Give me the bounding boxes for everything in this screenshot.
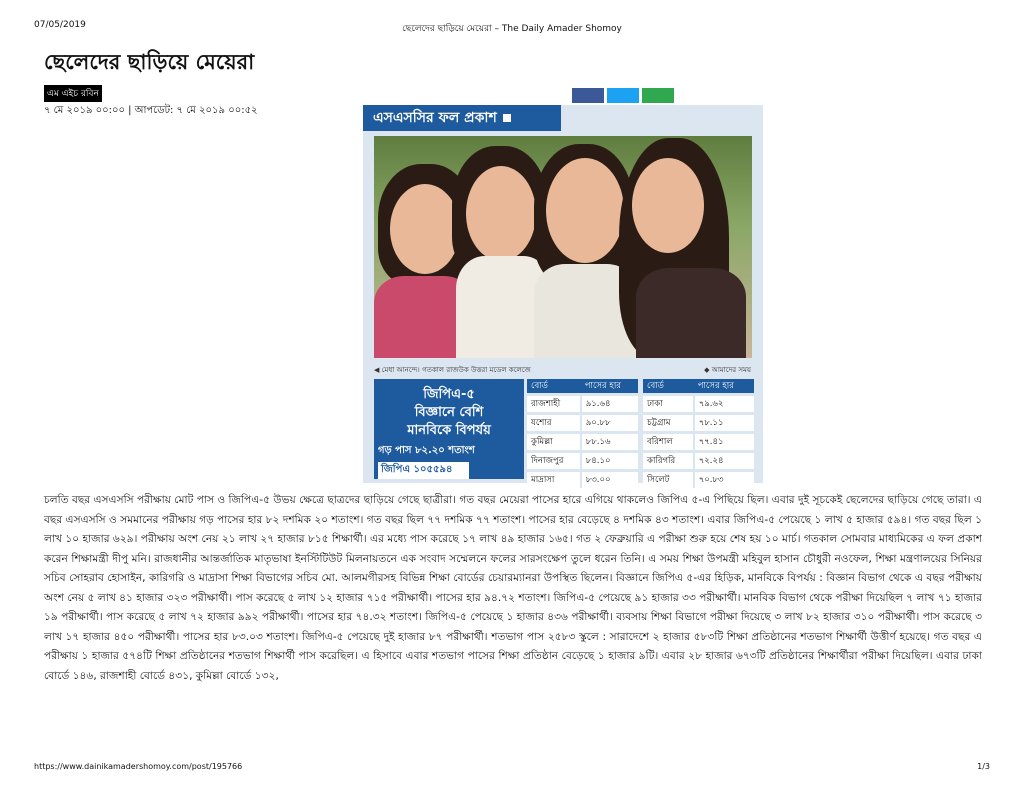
byline: এম এইচ রবিন: [44, 85, 102, 102]
board-name: রাজশাহী: [527, 395, 581, 414]
graphic-title: [363, 105, 561, 131]
print-date: 07/05/2019: [34, 20, 86, 30]
table-row: [527, 395, 638, 414]
board-name: কুমিল্লা: [527, 433, 581, 452]
column-header: পাসের হার: [694, 379, 754, 395]
board-name: বরিশাল: [643, 433, 694, 452]
students-photo: [374, 136, 752, 358]
pass-rate: ৮৩.০০: [581, 471, 638, 489]
board-name: মাদ্রাসা: [527, 471, 581, 489]
table-row: [527, 433, 638, 452]
board-name: কারিগরি: [643, 452, 694, 471]
summary-line: মানবিকে বিপর্যয়: [407, 423, 491, 438]
summary-line: জিপিএ-৫: [423, 387, 475, 402]
table-row: [643, 452, 754, 471]
headline: ছেলেদের ছাড়িয়ে মেয়েরা: [44, 49, 255, 74]
pass-rate: ৯১.৬৪: [581, 395, 638, 414]
facebook-share-button[interactable]: [572, 88, 604, 103]
print-page-title: ছেলেদের ছাড়িয়ে মেয়েরা – The Daily Amader Shomoy: [402, 24, 622, 34]
summary-box: [374, 379, 524, 479]
pass-rate: ৯০.৮৮: [581, 414, 638, 433]
news-graphic: [363, 105, 763, 483]
pass-rate: ৭৮.১১: [694, 414, 754, 433]
board-name: চট্টগ্রাম: [643, 414, 694, 433]
share-button[interactable]: [642, 88, 674, 103]
gpa5-total: জিপিএ ১০৫৫৯৪: [378, 462, 469, 479]
column-header: বোর্ড: [527, 379, 581, 395]
summary-line: বিজ্ঞানে বেশি: [414, 405, 484, 420]
pass-rate: ৭০.৮৩: [694, 471, 754, 489]
table-row: [527, 414, 638, 433]
photo-credit: ◆ আমাদের সময়: [704, 366, 751, 374]
table-row: [643, 471, 754, 489]
table-row: [643, 433, 754, 452]
table-row: [527, 452, 638, 471]
graphic-title-text: এসএসসির ফল প্রকাশ: [373, 110, 497, 126]
table-row: [643, 414, 754, 433]
pass-rate: ৭২.২৪: [694, 452, 754, 471]
board-name: সিলেট: [643, 471, 694, 489]
pass-rate: ৭৯.৬২: [694, 395, 754, 414]
pass-rate: ৭৭.৪১: [694, 433, 754, 452]
board-name: দিনাজপুর: [527, 452, 581, 471]
twitter-share-button[interactable]: [607, 88, 639, 103]
square-icon: [503, 114, 511, 122]
board-name: ঢাকা: [643, 395, 694, 414]
board-name: যশোর: [527, 414, 581, 433]
table-row: [527, 471, 638, 489]
publish-date: ৭ মে ২০১৯ ০০:০০ | আপডেট: ৭ মে ২০১৯ ০০:৫২: [44, 105, 258, 116]
photo-caption: ◀ মেধা আনন্দে। গতকাল রাজউক উত্তরা মডেল কলেজে: [374, 366, 531, 374]
page-url: https://www.dainikamadershomoy.com/post/195766: [34, 762, 243, 771]
average-pass-rate: গড় পাস ৮২.২০ শতাংশ: [378, 445, 475, 456]
column-header: পাসের হার: [581, 379, 638, 395]
pass-rate: ৮৮.১৬: [581, 433, 638, 452]
article-body: চলতি বছর এসএসসি পরীক্ষায় মোট পাস ও জিপিএ-৫ উভয় ক্ষেত্রে ছাত্রদের ছাড়িয়ে গেছে ছাত্রীরা। গত বছর মেয়েরা পাসের হারে এগিয়ে থাকলেও জিপিএ ৫-এ পিছিয়ে ছিল। এবার দুই সূচকেই ছেলেদের ছাড়িয়ে গেছে তারা। এ বছর এসএসসি ও সমমানের পরীক্ষায় গড় পাসের হার ৮২ দশমিক ২০ শতাংশ। গত বছর ছিল ৭৭ দশমিক ৭৭ শতাংশ। পাসের হার বেড়েছে ৪ দশমিক ৪৩ শতাংশ। এবার জিপিএ-৫ পেয়েছে ১ লাখ ৫ হাজার ৫৯৪। গত বছর ছিল ১ লাখ ১০ হাজার ৬২৯। পরীক্ষায় অংশ নেয় ২১ লাখ ২৭ হাজার ৮১৫ শিক্ষার্থী। এর মধ্যে পাস করেছে ১৭ লাখ ৪৯ হাজার ১৬৫। গত ২ ফেব্রুয়ারি এ পরীক্ষা শুরু হয়ে শেষ হয় ১০ মার্চ। গতকাল সোমবার মাধ্যমিকের এ ফল প্রকাশ করেন শিক্ষামন্ত্রী দীপু মনি। রাজধানীর আন্তর্জাতিক মাতৃভাষা ইনস্টিটিউট মিলনায়তনে এক সংবাদ সম্মেলনে ফলের সারসংক্ষেপ তুলে ধরেন তিনি। এ সময় শিক্ষা উপমন্ত্রী মহিবুল হাসান চৌধুরী নওফেল, শিক্ষা মন্ত্রণালয়ের সিনিয়র সচিব সোহরাব হোসাইন, কারিগরি ও মাদ্রাসা শিক্ষা বিভাগের সচিব মো. আলমগীরসহ বিভিন্ন শিক্ষা বোর্ডের চেয়ারম্যানরা উপস্থিত ছিলেন। বিজ্ঞানে জিপিএ ৫-এর হিড়িক, মানবিকে বিপর্যয় : বিজ্ঞান বিভাগ থেকে এ বছর পরীক্ষায় অংশ নেয় ৫ লাখ ৪১ হাজার ৩২৩ পরীক্ষার্থী। পাস করেছে ৫ লাখ ১২ হাজার ৭১৫ পরীক্ষার্থী। পাসের হার ৯৪.৭২ শতাংশ। জিপিএ-৫ পেয়েছে ৯১ হাজার ৩৩ পরীক্ষার্থী। মানবিক বিভাগ থেকে পরীক্ষা দিয়েছিল ৭ লাখ ৭১ হাজার ১৯ পরীক্ষার্থী। পাস করেছে ৫ লাখ ৭২ হাজার ৯৯২ পরীক্ষার্থী। পাসের হার ৭৪.৩২ শতাংশ। জিপিএ-৫ পেয়েছে ১ হাজার ৪৩৬ পরীক্ষার্থী। ব্যবসায় শিক্ষা বিভাগে পরীক্ষা দিয়েছে ৩ লাখ ৮২ হাজার ৩১০ পরীক্ষার্থী। পাস করেছে ৩ লাখ ১৭ হাজার ৪৫০ পরীক্ষার্থী। পাসের হার ৮৩.০৩ শতাংশ। জিপিএ-৫ পেয়েছে দুই হাজার ৮৭ পরীক্ষার্থী। শতভাগ পাস ২৫৮৩ স্কুলে : সারাদেশে ২ হাজার ৫৮৩টি শিক্ষা প্রতিষ্ঠানের শতভাগ শিক্ষার্থী উত্তীর্ণ হয়েছে। গত বছর এ পরীক্ষায় ১ হাজার ৫৭৪টি শিক্ষা প্রতিষ্ঠানের শতভাগ শিক্ষার্থী পাস করেছিল। এ হিসাবে এবার শতভাগ পাসের শিক্ষা প্রতিষ্ঠান বেড়েছে ১ হাজার ৯টি। এবার ২৮ হাজার ৬৭৩টি প্রতিষ্ঠানের শিক্ষার্থীরা পরীক্ষা দিয়েছিল। এবার ঢাকা বোর্ডে ১৪৬, রাজশাহী বোর্ডে ৪৩১, কুমিল্লা বোর্ডে ১৩২,: [44, 494, 982, 682]
pass-rate: ৮৪.১০: [581, 452, 638, 471]
page-number: 1/3: [977, 762, 990, 771]
table-row: [643, 395, 754, 414]
board-results-table: [527, 379, 638, 488]
board-results-table: [643, 379, 754, 488]
column-header: বোর্ড: [643, 379, 694, 395]
